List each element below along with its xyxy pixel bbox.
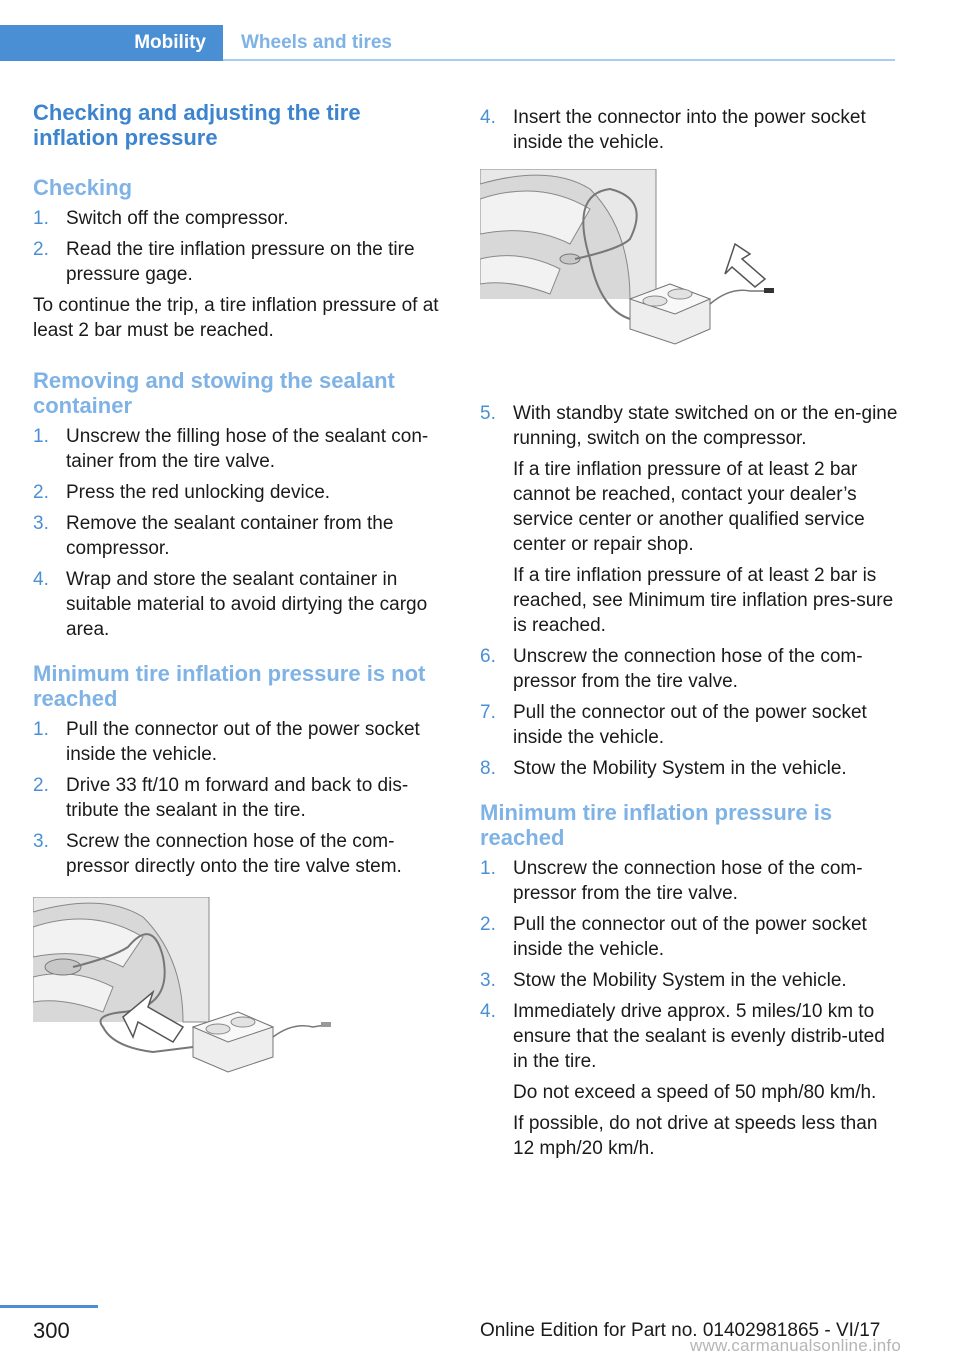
- list-item: 8. Stow the Mobility System in the vehicle.: [480, 758, 847, 779]
- page-header: [0, 25, 895, 61]
- list-item: 1. Unscrew the connection hose of the com‐pressor from the tire valve.: [480, 858, 863, 904]
- compressor-illustration-valve: [33, 897, 368, 1097]
- list-item: 2. Pull the connector out of the power socket inside the vehicle.: [480, 914, 867, 960]
- continued-steps-a: [480, 105, 900, 155]
- footer-rule: [0, 1305, 98, 1308]
- list-item: 3. Remove the sealant container from the compressor.: [33, 513, 394, 559]
- list-item: 5. With standby state switched on or the en‐gine running, switch on the compressor. If a tire inflation pressure of at least 2 bar cannot be reached, contact your dealer’s service center or another qualified service center or repair shop. If a tire inflation pressure of at least 2 bar is reached, see Minimum tire inflation pres‐sure is reached.: [480, 403, 898, 636]
- list-item: 4. Wrap and store the sealant container in suitable material to avoid dirtying the cargo area.: [33, 569, 428, 640]
- list-item: 4. Immediately drive approx. 5 miles/10 km to ensure that the sealant is evenly distrib‐uted in the tire. Do not exceed a speed of 50 mph/80 km/h. If possible, do not drive at speeds less than 12 mph/20 km/h.: [480, 1001, 885, 1159]
- list-item: 1. Unscrew the filling hose of the sealant con‐tainer from the tire valve.: [33, 426, 429, 472]
- list-item: 2. Press the red unlocking device.: [33, 482, 331, 503]
- removing-steps: [33, 424, 453, 642]
- reached-steps: [480, 856, 900, 1161]
- checking-note: To continue the trip, a tire inflation pressure of at least 2 bar must be reached.: [33, 295, 439, 341]
- list-item: 2. Drive 33 ft/10 m forward and back to dis‐tribute the sealant in the tire.: [33, 775, 409, 821]
- header-rule: [223, 59, 895, 61]
- heading-reached: Minimum tire inflation pressure is reached: [480, 800, 833, 850]
- page-title: Checking and adjusting the tire inflation pressure: [33, 100, 361, 150]
- section-tab-mobility[interactable]: [0, 25, 223, 61]
- list-item: 3. Stow the Mobility System in the vehicle.: [480, 970, 847, 991]
- list-item: 3. Screw the connection hose of the com‐pressor directly onto the tire valve stem.: [33, 831, 402, 877]
- left-column: [33, 100, 453, 1125]
- watermark: www.carmanualsonline.info: [690, 1336, 901, 1355]
- heading-checking: Checking: [33, 175, 133, 200]
- section-tab-label: Mobility: [134, 32, 206, 53]
- list-item: 7. Pull the connector out of the power socket inside the vehicle.: [480, 702, 867, 748]
- not-reached-steps: [33, 717, 453, 879]
- page-number: 300: [33, 1318, 70, 1343]
- list-item: 6. Unscrew the connection hose of the com‐pressor from the tire valve.: [480, 646, 863, 692]
- list-item: 4. Insert the connector into the power socket inside the vehicle.: [480, 107, 866, 153]
- heading-not-reached: Minimum tire inflation pressure is not reached: [33, 661, 426, 711]
- edition-text: Online Edition for Part no. 01402981865 - VI/17: [480, 1320, 881, 1341]
- right-column: [480, 105, 900, 1167]
- heading-removing: Removing and stowing the sealant container: [33, 368, 395, 418]
- checking-steps: [33, 206, 453, 287]
- list-item: 2. Read the tire inflation pressure on the tire pressure gage.: [33, 239, 415, 285]
- list-item: 1. Switch off the compressor.: [33, 208, 289, 229]
- continued-steps-b: [480, 401, 900, 781]
- section-tab-wheels-and-tires[interactable]: Wheels and tires: [241, 32, 392, 53]
- list-item: 1. Pull the connector out of the power socket inside the vehicle.: [33, 719, 420, 765]
- compressor-illustration-power-socket: [480, 169, 815, 369]
